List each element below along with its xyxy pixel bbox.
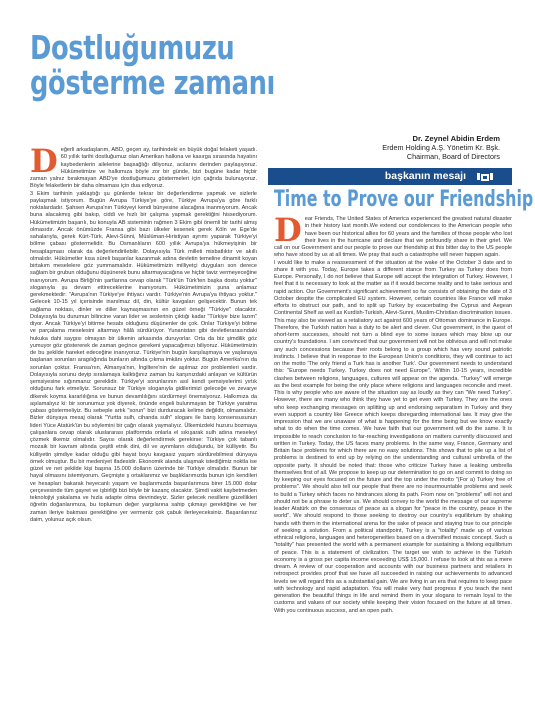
author-title-en: Chairman, Board of Directors bbox=[406, 152, 500, 162]
photo-caption bbox=[382, 134, 500, 162]
turkish-title-line-2: gösterme zamanı bbox=[30, 63, 275, 102]
turkish-article-body bbox=[30, 147, 257, 707]
author-title-tr: Erdem Holding A.Ş. Yönetim Kr. Bşk. bbox=[382, 143, 500, 153]
english-drop-cap: D bbox=[274, 216, 302, 249]
turkish-intro-paragraph: eğerli arkadaşlarım, ABD, geçen ay, tarihindeki en büyük doğal felaketi yaşadı. 60 yıllık tarihi dostluğumuz olan Amerikan halkına ve kasırga sırasında hayatını kaybedenlerin ailelerine başsağlığı diliyoruz, acılarını derinden paylaşıyoruz. Hükümetimize ve halkımıza böyle zor bir günde, bizi bugüne kadar hiçbir zaman yalnız bırakmayan ABD'ye dostluğumuzu göstermeleri için çağrıda bulunuyoruz. Böyle felaketlerin bir daha olmaması için dua ediyoruz. bbox=[30, 147, 257, 190]
turkish-body-text: 3 Ekim tarihinin yaklaştığı şu günlerde tekrar bir değerlendirme yapmak ve sizlerle paylaşmak istiyorum. Bugün Avrupa Türkiye'ye göre, Türkiye Avrupa'ya göre farklı noktalardadır. Şahsen Avrupa'nın Türkiyeyi kendi bünyesine alacağına inanmıyorum. Ancak buna alacakmış gibi bakıp, ciddi ve hızlı bir çalışma yapmak gerektiğini hissediyorum. Hükümetimizin başarılı, bu konuyla AB sisteminin rağmen 3 Ekim gibi önemli bir tarihi almış olmasıdır. Ancak önümüzde Fransa gibi bazı ülkeler kesenek gerek Köln ve Ege'de sahalarıyla, gerek Kürt-Türk, Alevi-Sünni, Müslüman-Hıristiyan ayrımı yaparak Türkiye'yi bölme çabası göstermelidir. Bu Osmanlıların 600 yıllık Avrupa'ya hükmeyişinin bir hesaplaşması olarak da değerlendirilebilir. Dolayısıyla Türk milleti misbatlıktır ve akıllı olmalıdır. Hükümetler kısa süreli başarılar kazanmak adına devletin temeline dinamit koyan birtakım meselelere göz yummamalıdır. Hükümetimizin milliyetçi duyguları son derece sağlam bir grubun olduğunu düşünerek bunu altarmayacağına ve hiçbir taviz vermeyeceğine inanıyorum. Avrupa Birliği'nin şartlarına cevap olarak "Türk'ün Türk'ten başka dostu yoktur" sloganıyla şu devam ettireceklerine inanıyorum. Hükümetimizin şuna anlamaz gerekmektedir: "Avrupa'nın Türkiye'ye ihtiyacı vardır. Türkiye'nin Avrupa'ya ihtiyacı yoktur." Gelecek 10-15 yıl içerisinde inanılmaz dil, din, kültür kavgaları gelişecektir. Bunun tek sağlama noktası, dinler ve diller kaynaşmasının en güzel örneği "Türkiye" olacaktır. Dolayısıyla bu durumun bilincine varan lider ve seslerinin çıktığı kadar "Türkiye bize lazım" diyor. Ancak Türkiye'yi bitirme hesabı olduğunu düşünenler de çok. Onlar Türkiye'yi bölme ve parçalama meselesini altarmayı hâlâ sürdürüyor. Yunanistan gibi devletlerarasındaki hukuka dahi saygısı olmayan bir ülkenin arkasında duruyorlar. Orta da biz şimdilik göz yumuyor göz göstererek de zaman geçince gerekeni yapacağımızı biliyoruz. Hükümetimizin de bu şekilde hareket edeceğine inanıyoruz. Türkiye'nin bugün karşılaşmaya ve yaşlanaya başlanan sorunları aragılığında bunların altında çıkma imkânı yoktur. Bugün Amerika'nın da sorunları çoktur. Fransa'nın, Almanya'nın, İngiltere'nin de aşılmaz zor problemleri vardır. Dolayısıyla sorunu deyip sıralamaya kalktığınız zaman bu karşınızdaki anlayan ve kültürün şemsiyesine sığınmanız gereklidir. Türkiye'yi sorunlarının asıl kendi şemsiyelerimi yırtık olduğunu fark etmeliyiz. Sorunsuz bir Türkiye sloganıyla gidilerimizi geleceğe ve zevarye dikerek koyma kararlılığına ve bunun devamlılığını sürdürmeyi önemsiyoruz. Halkımıza da aşılamalıyız ki: bir sorunumuz yok diyerek, önünde engeli bulunmayan bir Türkiye yaratma çabası göstermeliyiz. Bu sebeple artık "sorun" bizi durduracak kelime değildir, olmamalıdır. Bizler dünyaya mesaj olarak "Yurtta sulh, cihanda sulh" sloganı ile barış konsensusunun lideri Yüce Atatürk'ün bu söylemini bir çağrı olarak yaymalıyız. Ülkemizdeki huzuru bozmaya çalışanlara cevap olarak uluslararası platformda onlarla el sıkışarak sulh adına meseleyi çözmek ilkemiz olmalıdır. Sayısı olarak değerlendirmek gerekirse: Türkiye çok tabanlı mozaik bir kavram altında çeşitli etnik dini, dil ve aynmların olduğundu, bir külliyetir. Bu külliyetin şimdiye kadar olduğu gibi hayat boyu kavgasız yaşam sürdürebilmesi dünyaya örnek olmuştur. Bu bir medeniyet ifadesidir. Ekonomik alanda ulaşmak istediğimiz noktla ise güzel ve net şekilde kişi başına 15.000 dolların üzerinde bir Türkiye olmalıdır. Bunun bir hayal olmasını istemiyorum. Geçmişte ş ortaklarımız ve başlıklarımızda bunun için kendileri ve hesapları bakarak heyecanlı yaşam ve başlarımızda başarılarımıza birer 15.000 dolar çerçevesinde tüm gayret ve işbirliği bizi böyle bir kazanç olacaktır. Şimdi vakit kaybetmeden teknolojiyi yakalama ve hızla adapte olma devrindeyiz. Sizler gelecek nesillere güzellikleri öğretin doğanlarımıza, bu toplumun değer yargılarına sahip çıkmayı gerektiğine ve her zaman ileriye bakması gerektiğine yer vermeniz çok çabuk ilerleyeceksiniz. Başarılarınız daim, yolunuz açık olsun. bbox=[30, 190, 257, 523]
portrait-photo-area bbox=[300, 18, 505, 130]
english-article-body bbox=[274, 216, 512, 708]
turkish-drop-cap: D bbox=[30, 147, 58, 180]
section-banner-label: başkanın mesajı bbox=[384, 170, 466, 182]
turkish-title bbox=[30, 28, 275, 102]
company-logo-icon bbox=[476, 172, 494, 181]
turkish-title-line-1: Dostluğumuzu bbox=[30, 28, 235, 67]
english-body-text: I would like to make a reassessment of the situation at the wake of the October 3 date and to share it with you. Today, Europe takes a different stance from Turkey as Turkey does from Europe. Personally, I do not believe that Europe will accept the integration of Turkey. However, I feel that it is necessary to look at the matter as if it would become reality and to take serious and rapid action. Our Government's significant achievement so far consists of obtaining the date of 3 October despite the complicated EU system. However, certain countries like France will make efforts to obstruct our path, and to split up Turkey by exacerbating the Cyprus and Aegean Continental Shelf as well as Kurdish-Turkish, Alevi-Sunni, Muslim-Christian discrimination issues. This may also be viewed as a retaliatory act against 600 years of Ottoman dominance in Europe. Therefore, the Turkish nation has a duty to be alert and clever. Our government, in the quest of short-term successes, should not turn a blind eye to some issues which may blow up our country's foundations. I am convinced that our government will not be oblivious and will not make any such concessions because their roots belong to a group which has very sound patriotic instincts. I believe that in response to the European Union's conditions, they will continue to act on the motto 'The only friend a Turk has is another Turk'. Our government needs to understand this: "Europe needs Turkey. Turkey does not need Europe". Within 10-15 years, incredible clashes between religions, languages, cultures will appear on the agenda. "Turkey" will emerge as the best example for being the only place where religions and languages reconcile and meet. This is why people who are aware of the situation say as loudly as they can "We need Turkey". However, there are many who think they have yet to get even with Turkey. They are the ones who keep exchanging messages on splitting up and endorsing separatism in Turkey and they even support a country like Greece which keeps disregarding international law. It may give the impression that we are unaware of what is happening for the time being but we know exactly what to do when the time comes. We have faith that our government will do the same. It is impossible to reach conclusion to far-reaching investigations on matters currently discussed and written in Turkey. Today, the US faces many problems. In the same way, France, Germany and Britain face problems for which there are no easy solutions. This shows that to pile up a list of problems is destined to end up by relying on the understanding and cultural umbrella of the opposite party. It should be noted that: those who criticize Turkey have a leaking umbrella themselves first of all. We propose to keep up our determination to go on and commit to doing so by keeping our eyes focused on the future and the top under the motto "(For a) Turkey free of problems". We should also tell our people that there are no insurmountable problems and seek to build a Turkey which faces no hindrances along its path. From now on "problems" will not and should not be a phrase to deter us. We should convey to the world the message of our supreme leader Atatürk on the consensus of peace as a slogan for "peace in the country, peace in the world". We should respond to those seeking to destroy our country's equilibrium by shaking hands with them in the international arena for the sake of peace and staying true to our principle of seeking a solution. From a political standpoint, Turkey is a "totality" made up of various ethnical religions, languages and heterogeneities based on a diversified mosaic concept. Such a "totality" has presented the world with a permanent example for sustaining a lifelong equilibrium of peace. This is a statement of civilization. The target we wish to achieve in the Turkish economy is a gross per capita income exceeding US$ 15,000. I refuse to look at this as a mere dream. A review of our cooperation and accounts with our business partners and retailers in retrospect provides proof that we have all succeeded in raising our achievements to advanced levels we will regard this as a substantial gain. We are living in an era that requires to keep pace with technology and rapid adaptation. You will make very fast progress if you teach the next generation the beautiful things in life and remind them in your slogans to remain loyal to the customs and values of our society while keeping their vision focused on the future at all times. With you continuous success, and an open path. bbox=[274, 259, 512, 614]
author-name: Dr. Zeynel Abidin Erdem bbox=[412, 134, 500, 143]
english-title: Time to Prove our Friendship bbox=[274, 187, 534, 212]
section-banner bbox=[268, 168, 512, 185]
english-intro-paragraph: ear Friends, The United States of America experienced the greatest natural disaster in their history last month.We extend our condolences to the American people who have been our historical allies for 60 years and the families of those people who lost their lives in the hurricane and declare that we profoundly share in their grief. We call on our Government and our people to prove our friendship at this bitter day to the US people who have stood by us at all times. We pray that such a catastrophe will never happen again. bbox=[274, 216, 512, 259]
